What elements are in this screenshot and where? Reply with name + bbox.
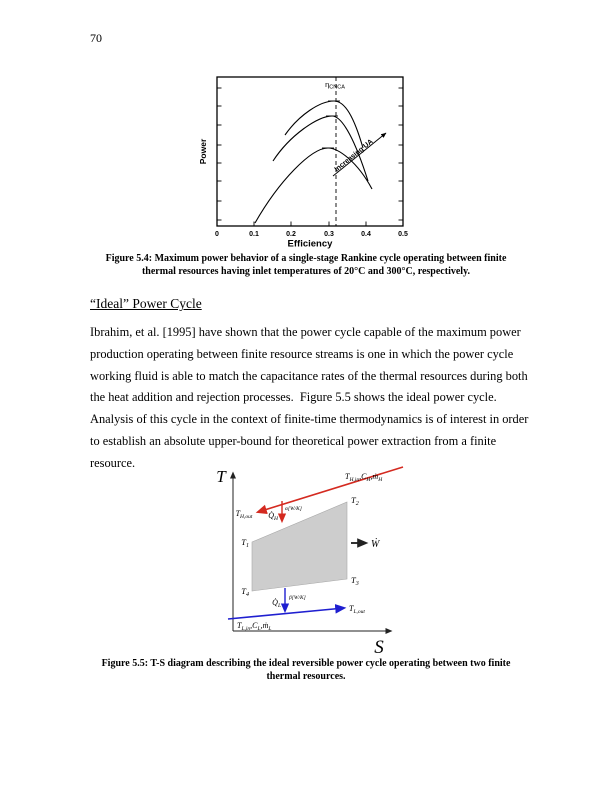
figure-5-4-caption: [90, 252, 522, 278]
figure-5-5-caption: [76, 657, 536, 683]
plot-frame: [217, 77, 403, 226]
x-axis-ticks: [217, 222, 403, 227]
curve-highest-ua: [285, 101, 363, 148]
curve-middle-ua: [273, 116, 368, 181]
hot-outlet-label: $T_{H,out}$: [235, 509, 253, 520]
x-tick-3: 0.3: [324, 231, 334, 238]
page-number: 70: [90, 31, 102, 45]
hot-inlet-label: $T_{H,in},C_H,ṁ_H$: [345, 472, 383, 483]
figure-5-5-diagram: [195, 461, 435, 657]
y-axis-title: Power: [198, 138, 208, 165]
alpha-conductance-label: α[W/K]: [285, 506, 302, 512]
body-line: working fluid is able to match the capacitance rates of the thermal resources during both: [90, 368, 528, 383]
power-curves: [255, 101, 372, 223]
x-tick-labels: [215, 231, 408, 238]
q-hot-label: $Q̇_H$: [268, 511, 278, 522]
body-line: Ibrahim, et al. [1995] have shown that the power cycle capable of the maximum power: [90, 325, 521, 339]
cold-outlet-label: $T_{L,out}$: [349, 604, 365, 615]
caption-line: Figure 5.4: Maximum power behavior of a single-stage Rankine cycle operating between finite: [105, 253, 507, 264]
work-label: Ẇ: [371, 539, 380, 550]
body-line: to establish an absolute upper-bound for theoretical power extraction from a finite: [90, 433, 497, 448]
x-tick-1: 0.1: [249, 231, 259, 238]
caption-line: thermal resources having inlet temperatures of 20°C and 300°C, respectively.: [141, 266, 471, 277]
body-paragraph: [90, 322, 560, 475]
x-tick-0: 0: [215, 231, 219, 238]
x-tick-4: 0.4: [361, 231, 371, 238]
state-t3-label: $T_3$: [351, 575, 359, 587]
q-cold-label: $Q̇_L$: [272, 598, 281, 609]
beta-conductance-label: β[W/K]: [289, 595, 306, 601]
state-t4-label: $T_4$: [241, 586, 249, 598]
state-t1-label: $T_1$: [241, 537, 249, 549]
t-axis-label: T: [216, 467, 226, 486]
section-heading: “Ideal” Power Cycle: [90, 296, 202, 311]
x-axis-title: Efficiency: [287, 238, 333, 250]
cycle-area: [252, 502, 347, 591]
s-axis-label: S: [374, 637, 384, 657]
cold-inlet-label: $T_{L,in},C_L,ṁ_L$: [237, 621, 272, 632]
caption-line: thermal resources.: [266, 671, 346, 682]
body-line: production operating between finite resource streams is one in which the power cycle: [90, 346, 514, 361]
x-tick-5: 0.5: [398, 231, 408, 238]
figure-5-4: [187, 69, 427, 258]
figure-5-4-chart: [187, 69, 427, 253]
cold-stream-arrow: [228, 608, 344, 619]
body-line: resource.: [90, 455, 136, 470]
hot-stream-arrow: [258, 467, 403, 512]
figure-5-5: [195, 461, 435, 662]
state-t2-label: $T_2$: [351, 495, 359, 507]
caption-line: Figure 5.5: T-S diagram describing the ideal reversible power cycle operating between two finite: [101, 658, 511, 669]
body-line: the heat addition and rejection processes. Figure 5.5 shows the ideal power cycle.: [90, 390, 497, 405]
increasing-ua-label: Increasing UA: [333, 138, 375, 174]
x-tick-2: 0.2: [286, 231, 296, 238]
eta-cnca-label: $\eta_{CNCA}$: [325, 80, 345, 91]
body-line: Analysis of this cycle in the context of finite-time thermodynamics is of interest in order: [90, 412, 529, 427]
y-axis-ticks: [217, 88, 403, 220]
